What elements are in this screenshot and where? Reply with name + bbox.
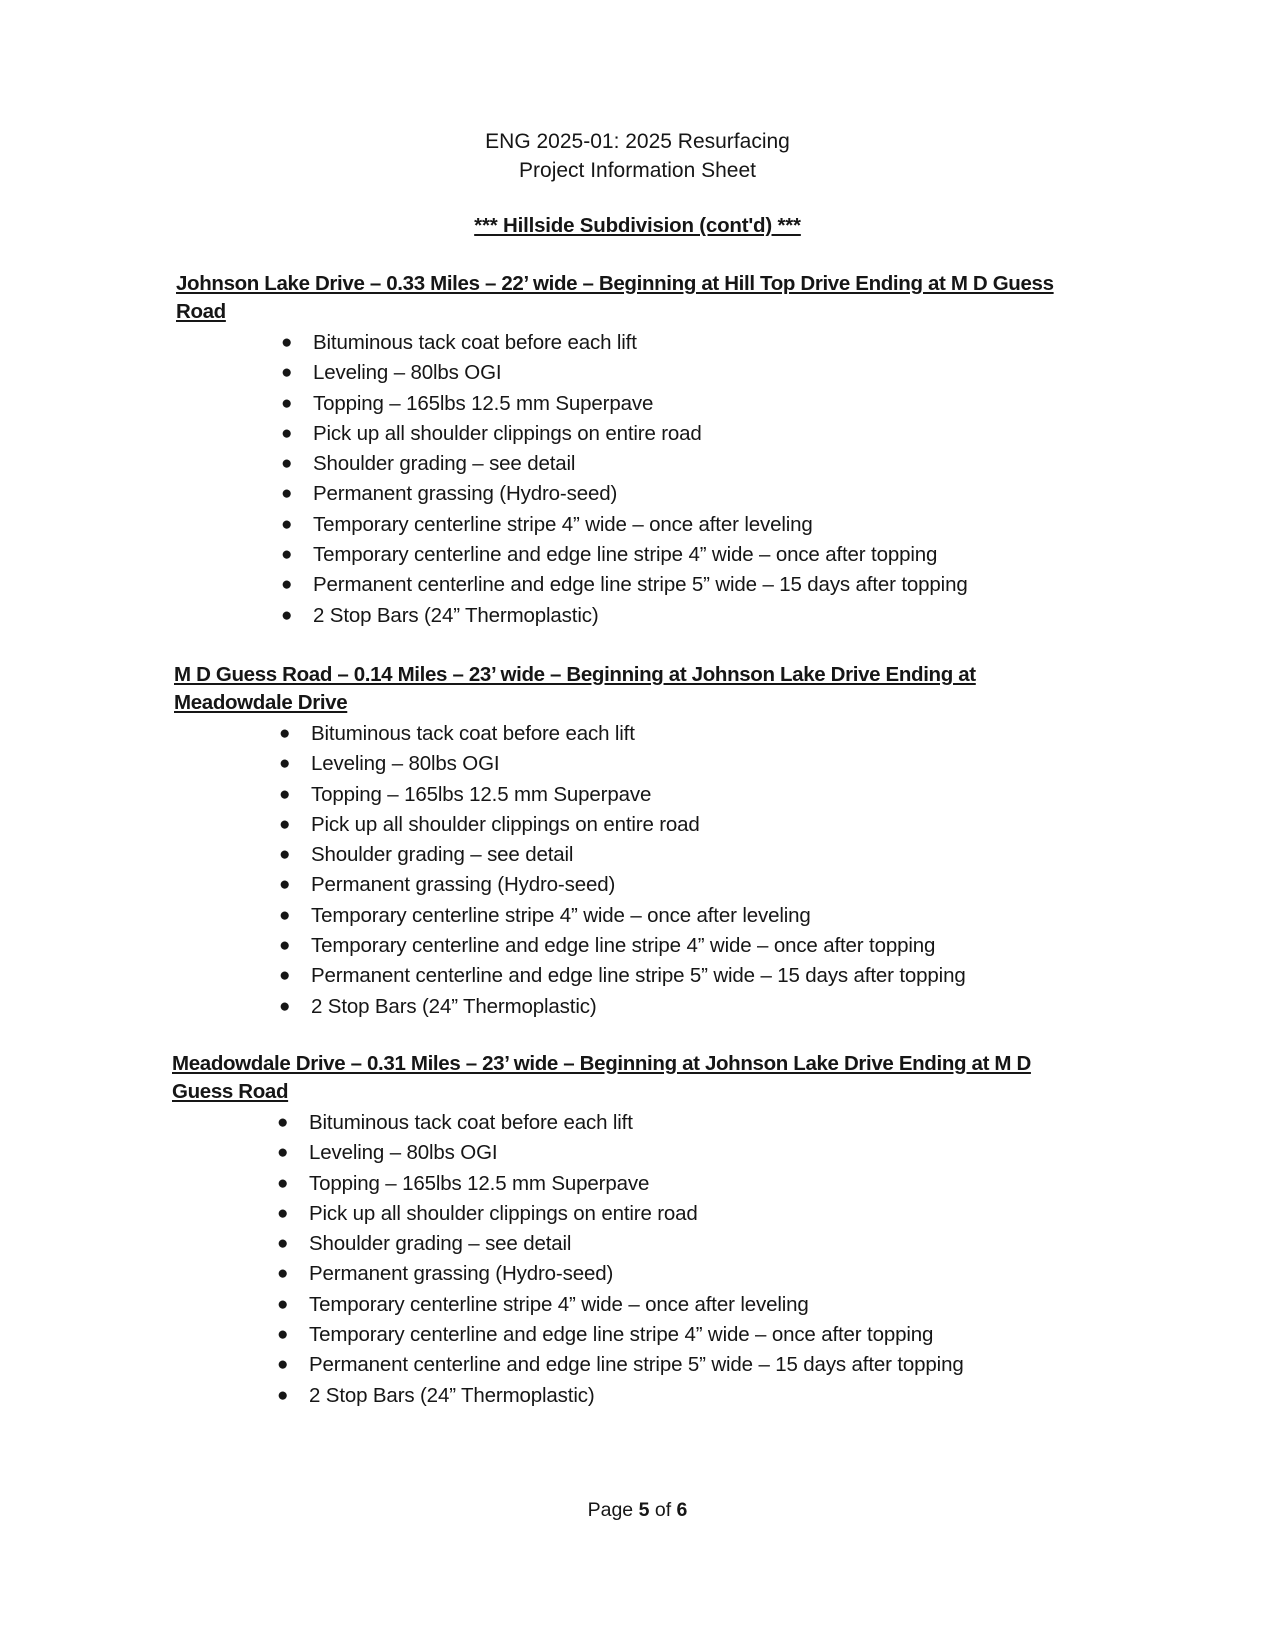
list-item — [172, 1381, 1097, 1411]
subdivision-heading: *** Hillside Subdivision (cont'd) *** — [474, 214, 801, 237]
list-item — [172, 1199, 1097, 1229]
bullet-icon: ● — [281, 544, 293, 566]
list-item — [174, 992, 1099, 1022]
item-text: Shoulder grading – see detail — [313, 452, 576, 476]
item-text: 2 Stop Bars (24” Thermoplastic) — [313, 603, 599, 627]
bullet-icon: ● — [279, 935, 291, 957]
bullet-icon: ● — [279, 813, 291, 835]
item-text: Temporary centerline and edge line stripe 4” wide – once after topping — [311, 934, 936, 958]
item-text: Bituminous tack coat before each lift — [309, 1111, 633, 1134]
bullet-icon: ● — [279, 753, 291, 775]
bullet-icon: ● — [279, 874, 291, 896]
item-text: Bituminous tack coat before each lift — [311, 722, 635, 745]
item-text: Pick up all shoulder clippings on entire road — [313, 421, 702, 445]
list-item — [172, 1259, 1097, 1289]
total-pages: 6 — [676, 1499, 688, 1521]
section-heading: Johnson Lake Drive – 0.33 Miles – 22’ wide – Beginning at Hill Top Drive Ending at M D Guess Road — [176, 272, 1054, 323]
item-text: Leveling – 80lbs OGI — [309, 1141, 498, 1165]
list-item — [172, 1229, 1097, 1259]
of-label: of — [654, 1499, 672, 1521]
bullet-icon: ● — [281, 422, 293, 444]
list-item — [174, 840, 1099, 870]
list-item — [176, 540, 1101, 570]
list-item — [176, 510, 1101, 540]
bullet-icon: ● — [279, 904, 291, 926]
list-item — [174, 901, 1099, 931]
bullet-icon: ● — [281, 513, 293, 535]
item-text: Leveling – 80lbs OGI — [313, 361, 502, 385]
page-prefix: Page — [587, 1499, 634, 1521]
bullet-icon: ● — [279, 844, 291, 866]
section-heading: M D Guess Road – 0.14 Miles – 23’ wide – Beginning at Johnson Lake Drive Ending at Meadowdale Drive — [174, 663, 976, 714]
bullet-icon: ● — [279, 783, 291, 805]
page-number — [0, 1497, 1275, 1523]
item-text: Temporary centerline and edge line stripe 4” wide – once after topping — [313, 543, 938, 567]
bullet-icon: ● — [277, 1384, 289, 1406]
list-item — [174, 931, 1099, 961]
item-text: Temporary centerline stripe 4” wide – once after leveling — [309, 1292, 809, 1316]
list-item — [176, 449, 1101, 479]
list-item — [172, 1138, 1097, 1168]
item-text: Pick up all shoulder clippings on entire road — [311, 812, 700, 836]
item-text: Permanent grassing (Hydro-seed) — [309, 1262, 614, 1286]
item-text: Permanent grassing (Hydro-seed) — [311, 873, 616, 897]
road-section-johnson-lake-drive — [176, 270, 1101, 631]
bullet-icon: ● — [279, 723, 291, 744]
document-subtitle: Project Information Sheet — [519, 159, 756, 182]
item-text: Shoulder grading – see detail — [309, 1232, 572, 1256]
list-item — [174, 870, 1099, 900]
bullet-icon: ● — [277, 1233, 289, 1255]
work-item-list — [176, 328, 1101, 631]
section-heading: Meadowdale Drive – 0.31 Miles – 23’ wide – Beginning at Johnson Lake Drive Ending at M D Guess Road — [172, 1052, 1031, 1103]
list-item — [176, 419, 1101, 449]
bullet-icon: ● — [281, 604, 293, 626]
current-page: 5 — [638, 1499, 650, 1521]
bullet-icon: ● — [281, 392, 293, 414]
list-item — [172, 1320, 1097, 1350]
work-item-list — [172, 1108, 1097, 1411]
bullet-icon: ● — [281, 483, 293, 505]
list-item — [174, 749, 1099, 779]
list-item — [174, 780, 1099, 810]
list-item — [172, 1108, 1097, 1138]
list-item — [176, 479, 1101, 509]
item-text: Pick up all shoulder clippings on entire road — [309, 1201, 698, 1225]
item-text: Permanent centerline and edge line stripe 5” wide – 15 days after topping — [309, 1353, 964, 1377]
list-item — [176, 358, 1101, 388]
item-text: Bituminous tack coat before each lift — [313, 331, 637, 354]
item-text: Shoulder grading – see detail — [311, 843, 574, 867]
bullet-icon: ● — [281, 332, 293, 353]
bullet-icon: ● — [279, 965, 291, 987]
item-text: Temporary centerline stripe 4” wide – once after leveling — [313, 512, 813, 536]
list-item — [176, 389, 1101, 419]
road-section-meadowdale-drive — [172, 1050, 1097, 1411]
list-item — [176, 570, 1101, 600]
list-item — [174, 961, 1099, 991]
item-text: 2 Stop Bars (24” Thermoplastic) — [309, 1383, 595, 1407]
list-item — [174, 810, 1099, 840]
bullet-icon: ● — [277, 1112, 289, 1133]
item-text: 2 Stop Bars (24” Thermoplastic) — [311, 994, 597, 1018]
list-item — [176, 328, 1101, 358]
bullet-icon: ● — [277, 1202, 289, 1224]
bullet-icon: ● — [277, 1142, 289, 1164]
bullet-icon: ● — [281, 453, 293, 475]
bullet-icon: ● — [277, 1354, 289, 1376]
bullet-icon: ● — [277, 1324, 289, 1346]
bullet-icon: ● — [281, 362, 293, 384]
list-item — [172, 1350, 1097, 1380]
document-title: ENG 2025-01: 2025 Resurfacing — [485, 130, 790, 153]
item-text: Topping – 165lbs 12.5 mm Superpave — [309, 1171, 650, 1195]
list-item — [172, 1290, 1097, 1320]
bullet-icon: ● — [277, 1172, 289, 1194]
work-item-list — [174, 719, 1099, 1022]
bullet-icon: ● — [281, 574, 293, 596]
bullet-icon: ● — [277, 1293, 289, 1315]
item-text: Permanent centerline and edge line stripe 5” wide – 15 days after topping — [313, 573, 968, 597]
item-text: Temporary centerline stripe 4” wide – once after leveling — [311, 903, 811, 927]
bullet-icon: ● — [277, 1263, 289, 1285]
item-text: Topping – 165lbs 12.5 mm Superpave — [311, 782, 652, 806]
bullet-icon: ● — [279, 995, 291, 1017]
item-text: Permanent grassing (Hydro-seed) — [313, 482, 618, 506]
item-text: Temporary centerline and edge line stripe 4” wide – once after topping — [309, 1323, 934, 1347]
list-item — [176, 601, 1101, 631]
item-text: Topping – 165lbs 12.5 mm Superpave — [313, 391, 654, 415]
list-item — [172, 1169, 1097, 1199]
road-section-md-guess-road — [174, 661, 1099, 1022]
item-text: Permanent centerline and edge line stripe 5” wide – 15 days after topping — [311, 964, 966, 988]
list-item — [174, 719, 1099, 749]
item-text: Leveling – 80lbs OGI — [311, 752, 500, 776]
